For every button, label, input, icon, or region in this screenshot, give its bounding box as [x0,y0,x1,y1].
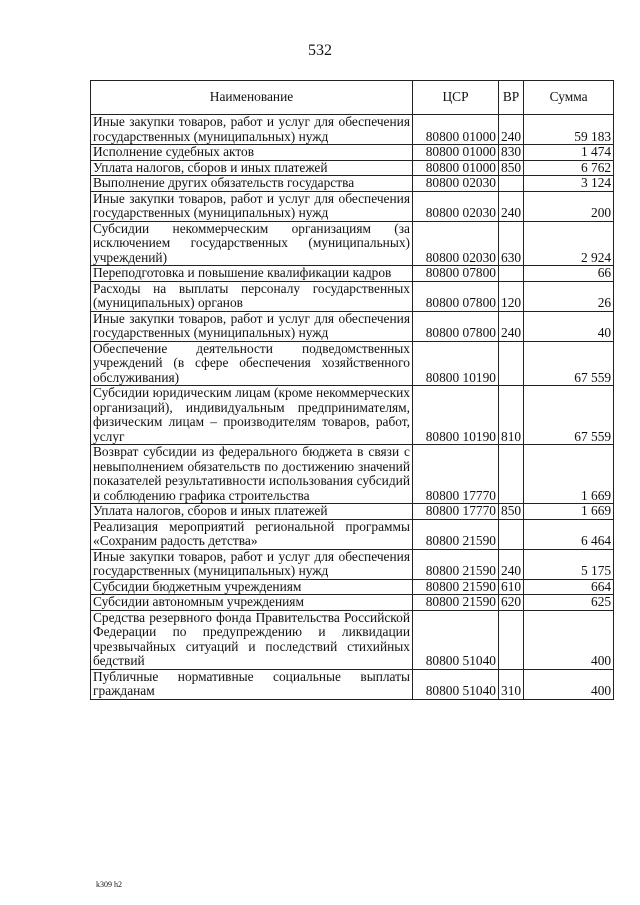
table-row [91,504,614,520]
row-sum: 26 [524,281,614,311]
row-csr: 80800 21590 [413,579,499,595]
row-sum: 1 669 [524,504,614,520]
row-vr [499,266,524,282]
row-vr: 120 [499,281,524,311]
row-name: Иные закупки товаров, работ и услуг для обеспечения государственных (муниципальных) нужд [91,191,413,221]
row-name: Субсидии автономным учреждениям [91,595,413,611]
header-csr: ЦСР [413,81,499,115]
row-csr: 80800 01000 [413,160,499,176]
row-csr: 80800 01000 [413,145,499,161]
row-vr: 850 [499,504,524,520]
row-name: Иные закупки товаров, работ и услуг для обеспечения государственных (муниципальных) нужд [91,115,413,145]
row-sum: 67 559 [524,341,614,386]
row-sum: 67 559 [524,386,614,445]
row-csr: 80800 07800 [413,266,499,282]
row-sum: 400 [524,610,614,669]
row-vr: 850 [499,160,524,176]
row-vr: 630 [499,221,524,266]
row-csr: 80800 10190 [413,386,499,445]
table-row [91,549,614,579]
row-name: Возврат субсидии из федерального бюджета в связи с невыполнением обязательств по достижению значений показателей результативности использования субсидий и соблюдению графика строительства [91,445,413,504]
table-row [91,595,614,611]
row-vr: 310 [499,669,524,699]
row-csr: 80800 17770 [413,504,499,520]
row-csr: 80800 21590 [413,549,499,579]
row-vr: 620 [499,595,524,611]
row-sum: 625 [524,595,614,611]
table-row [91,191,614,221]
row-csr: 80800 02030 [413,176,499,192]
table-row [91,145,614,161]
row-name: Субсидии некоммерческим организациям (за исключением государственных (муниципальных) учреждений) [91,221,413,266]
row-name: Средства резервного фонда Правительства Российской Федерации по предупреждению и ликвидации чрезвычайных ситуаций и последствий стихийных бедствий [91,610,413,669]
table-header-row [91,81,614,115]
row-name: Иные закупки товаров, работ и услуг для обеспечения государственных (муниципальных) нужд [91,549,413,579]
row-name: Обеспечение деятельности подведомственных учреждений (в сфере обеспечения хозяйственного обслуживания) [91,341,413,386]
row-sum: 2 924 [524,221,614,266]
row-sum: 6 464 [524,519,614,549]
row-sum: 5 175 [524,549,614,579]
row-name: Уплата налогов, сборов и иных платежей [91,160,413,176]
row-csr: 80800 17770 [413,445,499,504]
row-vr: 810 [499,386,524,445]
row-vr: 830 [499,145,524,161]
row-vr: 240 [499,191,524,221]
table-row [91,160,614,176]
row-name: Переподготовка и повышение квалификации кадров [91,266,413,282]
row-sum: 200 [524,191,614,221]
row-vr: 240 [499,115,524,145]
table-row [91,610,614,669]
table-row [91,519,614,549]
row-sum: 59 183 [524,115,614,145]
row-csr: 80800 51040 [413,610,499,669]
row-name: Исполнение судебных актов [91,145,413,161]
row-csr: 80800 02030 [413,191,499,221]
row-sum: 400 [524,669,614,699]
row-csr: 80800 07800 [413,311,499,341]
row-csr: 80800 51040 [413,669,499,699]
row-csr: 80800 01000 [413,115,499,145]
table-row [91,266,614,282]
table-row [91,176,614,192]
row-csr: 80800 07800 [413,281,499,311]
row-csr: 80800 02030 [413,221,499,266]
footer-code: k309 h2 [96,880,122,889]
row-vr: 610 [499,579,524,595]
table-row [91,221,614,266]
row-sum: 1 669 [524,445,614,504]
row-name: Уплата налогов, сборов и иных платежей [91,504,413,520]
table-row [91,281,614,311]
row-sum: 40 [524,311,614,341]
row-vr [499,610,524,669]
row-vr: 240 [499,311,524,341]
row-vr [499,341,524,386]
header-name: Наименование [91,81,413,115]
row-name: Субсидии бюджетным учреждениям [91,579,413,595]
row-csr: 80800 21590 [413,595,499,611]
table-row [91,445,614,504]
row-vr: 240 [499,549,524,579]
row-name: Субсидии юридическим лицам (кроме некоммерческих организаций), индивидуальным предпринимателям, физическим лицам – производителям товаров, работ, услуг [91,386,413,445]
row-sum: 1 474 [524,145,614,161]
table-row [91,669,614,699]
table-row [91,341,614,386]
row-vr [499,519,524,549]
table-row [91,311,614,341]
row-name: Публичные нормативные социальные выплаты гражданам [91,669,413,699]
row-name: Иные закупки товаров, работ и услуг для обеспечения государственных (муниципальных) нужд [91,311,413,341]
header-vr: ВР [499,81,524,115]
row-name: Реализация мероприятий региональной программы «Сохраним радость детства» [91,519,413,549]
table-row [91,579,614,595]
row-vr [499,445,524,504]
header-sum: Сумма [524,81,614,115]
row-csr: 80800 21590 [413,519,499,549]
row-vr [499,176,524,192]
row-name: Расходы на выплаты персоналу государственных (муниципальных) органов [91,281,413,311]
page-number: 532 [308,42,332,59]
row-name: Выполнение других обязательств государства [91,176,413,192]
budget-table [90,80,614,700]
row-csr: 80800 10190 [413,341,499,386]
table-row [91,386,614,445]
row-sum: 3 124 [524,176,614,192]
row-sum: 6 762 [524,160,614,176]
row-sum: 66 [524,266,614,282]
row-sum: 664 [524,579,614,595]
table-row [91,115,614,145]
